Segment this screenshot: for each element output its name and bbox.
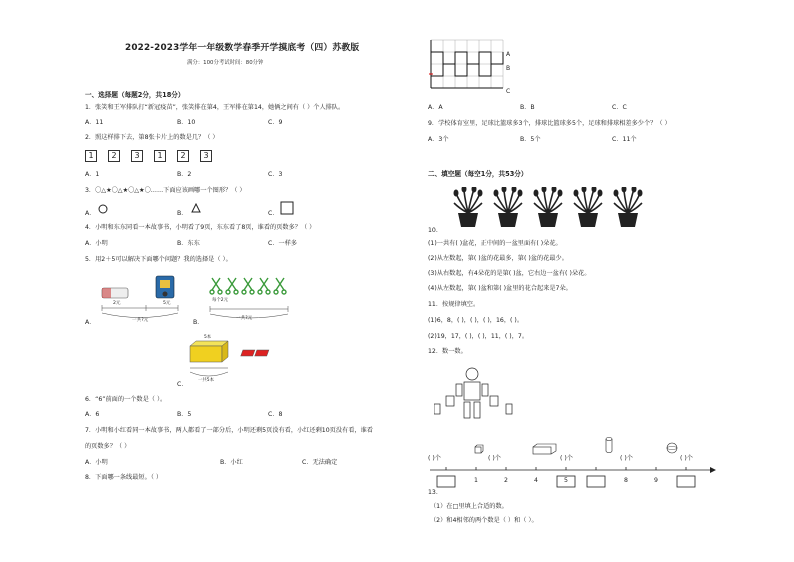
q10-line-4: (4)从左数起，第( )盆和第( )盆里的花合起来是7朵。 bbox=[428, 285, 572, 292]
circle-icon bbox=[98, 204, 108, 214]
q7-option-a[interactable]: A．小明 bbox=[85, 459, 108, 466]
line-label-b: B bbox=[506, 65, 511, 72]
q4-option-a[interactable]: A．小明 bbox=[85, 240, 108, 247]
q1-option-c[interactable]: C．9 bbox=[268, 119, 283, 126]
q12-text: 12．数一数。 bbox=[428, 348, 467, 355]
q12-shape-row bbox=[428, 455, 688, 463]
q5-text: 5．用2＋5可以解决下面哪个问题？我的选择是（ ）。 bbox=[85, 256, 232, 263]
q7-option-b[interactable]: B．小红 bbox=[220, 459, 243, 466]
q11-text: 11．按规律填空。 bbox=[428, 301, 480, 308]
q9-text: 9．学校体育室里，足球比篮球多3个，排球比篮球多5个，足球和排球相差多少个？（ ） bbox=[428, 120, 671, 127]
q10-line-2: (2)从左数起，第( )盆的花最多，第( )盆的花最少。 bbox=[428, 255, 568, 262]
section2-heading: 二、填空题（每空1分，共53分） bbox=[428, 170, 528, 178]
q1-option-b[interactable]: B．10 bbox=[177, 119, 196, 126]
q10-line-3: (3)从右数起，有4朵花的是第( )盆，它右边一盆有( )朵花。 bbox=[428, 270, 591, 277]
q3-option-c[interactable]: C． bbox=[268, 210, 279, 217]
q2-option-c[interactable]: C．3 bbox=[268, 171, 283, 178]
page-title: 2022-2023学年一年级数学春季开学摸底考（四）苏教版 bbox=[125, 43, 360, 53]
q11-line-1: (1)6，8，( )，( )，( )，16，( )。 bbox=[428, 317, 524, 324]
q7-text-continued: 的页数多？（ ） bbox=[85, 443, 131, 450]
q9-option-c[interactable]: C．11个 bbox=[612, 136, 637, 143]
q13-line-1: （1）在□里填上合适的数。 bbox=[430, 503, 508, 510]
tick-label-5: 5 bbox=[564, 477, 568, 484]
tick-label-4: 4 bbox=[534, 477, 538, 484]
q8-option-c[interactable]: C．C bbox=[612, 104, 627, 111]
q12-blank-cuboid[interactable]: ( )个 bbox=[488, 455, 501, 462]
q8-text: 8．下面哪一条线最短。（ ） bbox=[85, 474, 163, 481]
triangle-icon bbox=[191, 203, 201, 213]
q5-a-total: 一共?元 bbox=[132, 318, 149, 323]
tick-label-1: 1 bbox=[474, 477, 478, 484]
q11-line-2: (2)19，17，( )，( )，11，( )，7。 bbox=[428, 333, 529, 340]
q6-text: 6．“6”前面的一个数是（ ）。 bbox=[85, 396, 167, 403]
number-card: 1 bbox=[154, 150, 166, 162]
q9-option-b[interactable]: B．5个 bbox=[520, 136, 541, 143]
q10-number: 10. bbox=[428, 227, 438, 234]
number-card: 3 bbox=[200, 150, 212, 162]
number-card: 2 bbox=[177, 150, 189, 162]
q6-option-b[interactable]: B．5 bbox=[177, 411, 192, 418]
q3-option-b[interactable]: B． bbox=[177, 210, 188, 217]
q3-option-a[interactable]: A． bbox=[85, 210, 96, 217]
q1-option-a[interactable]: A．11 bbox=[85, 119, 104, 126]
q12-blank-sphere[interactable]: ( )个 bbox=[620, 455, 633, 462]
q12-blank-cylinder[interactable]: ( )个 bbox=[560, 455, 573, 462]
box-books-illustration bbox=[186, 336, 286, 382]
q3-text: 3．〇△★〇△★〇△★〇……下面应该画哪一个图形？（ ） bbox=[85, 187, 246, 194]
q2-text: 2．照这样排下去，第8张卡片上的数是几？（ ） bbox=[85, 134, 219, 141]
q1-text: 1．张笑和王军排队打“新冠疫苗”，张笑排在第4，王军排在第14，她俩之间有（ ）个人排队。 bbox=[85, 104, 345, 111]
square-icon bbox=[280, 201, 294, 215]
q9-option-a[interactable]: A．3个 bbox=[428, 136, 449, 143]
cuboid-icon bbox=[532, 443, 558, 455]
q2-card-row bbox=[85, 150, 212, 162]
tick-label-9: 9 bbox=[654, 477, 658, 484]
q6-option-c[interactable]: C．8 bbox=[268, 411, 283, 418]
tick-label-2: 2 bbox=[504, 477, 508, 484]
q2-option-b[interactable]: B．2 bbox=[177, 171, 192, 178]
cylinder-icon bbox=[604, 436, 614, 454]
q7-option-c[interactable]: C．无法确定 bbox=[302, 459, 338, 466]
number-card: 3 bbox=[131, 150, 143, 162]
q10-line-1: (1)一共有( )盆花，正中间的一盆里面有( )朵花。 bbox=[428, 240, 562, 247]
number-card: 2 bbox=[108, 150, 120, 162]
q5-a-price1: 2元 bbox=[113, 301, 121, 306]
q4-text: 4．小明和东东同看一本故事书，小明看了9页，东东看了8页，谁看的页数多？（ ） bbox=[85, 224, 316, 231]
q5-option-b[interactable]: B． bbox=[193, 319, 204, 326]
block-robot-illustration bbox=[434, 364, 534, 430]
flower-pots-illustration bbox=[452, 187, 652, 229]
q4-option-c[interactable]: C．一样多 bbox=[268, 240, 298, 247]
q13-number: 13. bbox=[428, 489, 438, 496]
q13-line-2: （2）和4相邻的两个数是（ ）和（ ）。 bbox=[430, 517, 538, 524]
q5-c-top: 5本 bbox=[204, 335, 212, 340]
cube-icon bbox=[474, 444, 484, 454]
q5-a-price2: 5元 bbox=[163, 301, 171, 306]
q5-c-total: 一共5本 bbox=[198, 378, 214, 383]
q5-b-each: 每个2元 bbox=[212, 298, 228, 303]
number-card: 1 bbox=[85, 150, 97, 162]
q12-blank-total[interactable]: ( )个 bbox=[680, 455, 693, 462]
line-label-c: C bbox=[506, 88, 511, 95]
q5-option-a[interactable]: A． bbox=[85, 319, 96, 326]
q2-option-a[interactable]: A．1 bbox=[85, 171, 100, 178]
line-label-a: A bbox=[506, 51, 511, 58]
page-subtitle: 满分：100分考试时间：80分钟 bbox=[187, 60, 264, 66]
q8-option-a[interactable]: A．A bbox=[428, 104, 443, 111]
q4-option-b[interactable]: B．东东 bbox=[177, 240, 200, 247]
tick-label-8: 8 bbox=[624, 477, 628, 484]
sphere-icon bbox=[666, 442, 678, 454]
q7-text: 7．小明和小红看同一本故事书，两人都看了一部分后，小明还剩5页没有看，小红还剩10页没有看，谁看 bbox=[85, 427, 373, 434]
section1-heading: 一、选择题（每题2分，共18分） bbox=[85, 91, 185, 99]
q6-option-a[interactable]: A．6 bbox=[85, 411, 100, 418]
q5-b-total: 一共?元 bbox=[236, 316, 253, 321]
number-line bbox=[426, 464, 716, 494]
line-grid-figure bbox=[429, 38, 509, 98]
q12-blank-cube[interactable]: ( )个 bbox=[428, 455, 441, 462]
q5-option-c[interactable]: C． bbox=[177, 381, 188, 388]
q8-option-b[interactable]: B．B bbox=[520, 104, 535, 111]
